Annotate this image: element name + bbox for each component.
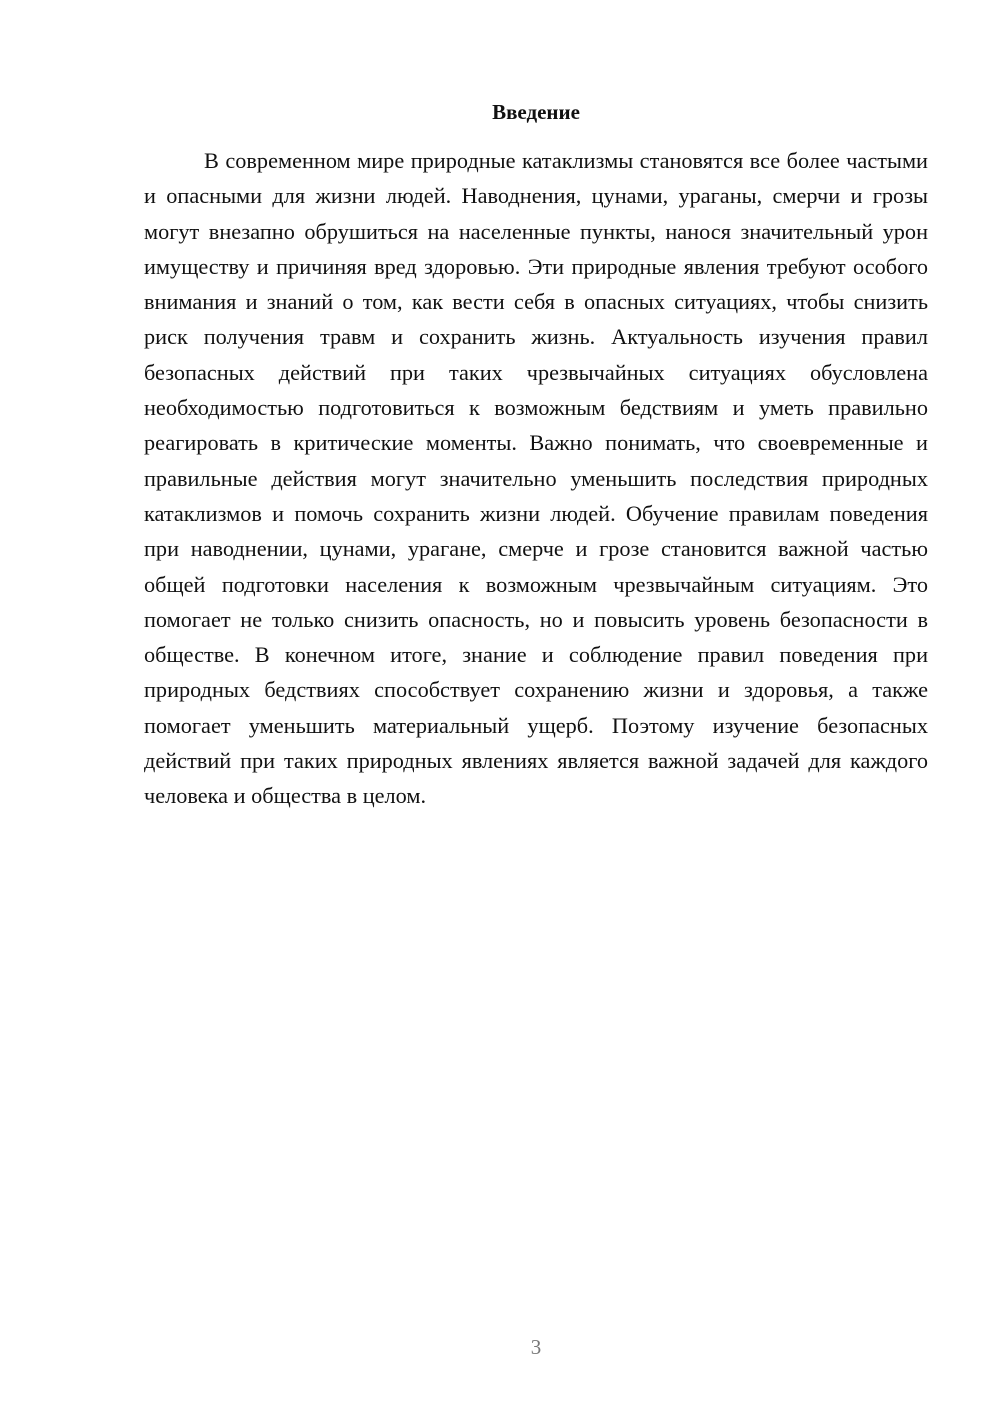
section-heading: Введение [492, 100, 580, 124]
body-paragraph: В современном мире природные катаклизмы становятся все более частыми и опасными для жизни людей. Наводнения, цунами, ураганы, смерчи и грозы могут внезапно обрушиться на населенные пункты, нанося значительный урон имуществу и причиняя вред здоровью. Эти природные явления требуют особого внимания и знаний о том, как вести себя в опасных ситуациях, чтобы снизить риск получения травм и сохранить жизнь. Актуальность изучения правил безопасных действий при таких чрезвычайных ситуациях обусловлена необходимостью подготовиться к возможным бедствиям и уметь правильно реагировать в критические моменты. Важно понимать, что своевременные и правильные действия могут значительно уменьшить последствия природных катаклизмов и помочь сохранить жизни людей. Обучение правилам поведения при наводнении, цунами, урагане, смерче и грозе становится важной частью общей подготовки населения к возможным чрезвычайным ситуациям. Это помогает не только снизить опасность, но и повысить уровень безопасности в обществе. В конечном итоге, знание и соблюдение правил поведения при природных бедствиях способствует сохранению жизни и здоровья, а также помогает уменьшить материальный ущерб. Поэтому изучение безопасных действий при таких природных явлениях является важной задачей для каждого человека и общества в целом. [144, 148, 928, 809]
page-number: 3 [530, 1335, 542, 1359]
